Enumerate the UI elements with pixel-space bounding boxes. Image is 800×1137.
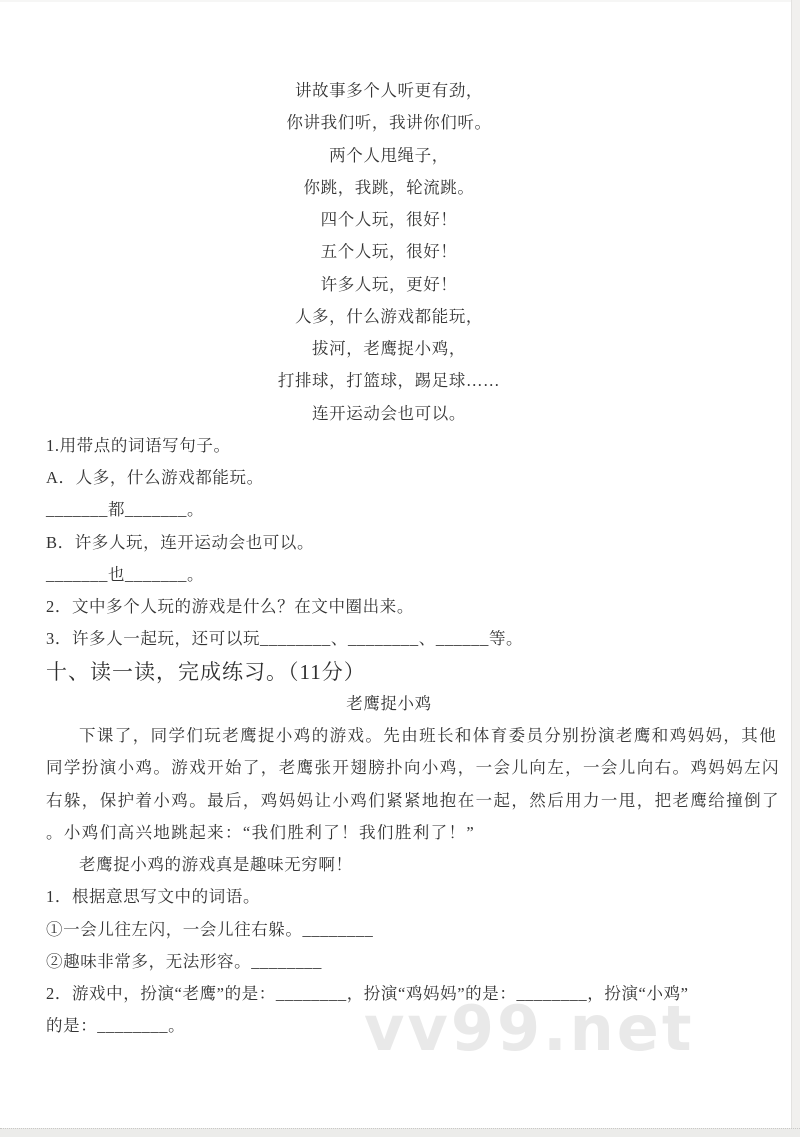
poem-line: 讲故事多个人听更有劲， <box>294 81 484 100</box>
question-line: 2．文中多个人玩的游戏是什么？在文中圈出来。 <box>46 597 414 616</box>
question-line: 的是：________。 <box>46 1016 186 1036</box>
poem-section <box>46 75 732 430</box>
question-line: B．许多人玩，连开运动会也可以。 <box>46 532 315 552</box>
question-line: ①一会儿往左闪，一会儿往右躲。________ <box>46 919 374 939</box>
passage-title: 老鹰捉小鸡 <box>346 693 432 713</box>
page-edge-bottom <box>0 1128 800 1137</box>
poem-line: 许多人玩，更好！ <box>320 274 458 294</box>
passage-body <box>46 720 780 849</box>
passage-ending: 老鹰捉小鸡的游戏真是趣味无穷啊！ <box>79 855 353 874</box>
passage-line: 右躲，保护着小鸡。最后，鸡妈妈让小鸡们紧紧地抱在一起，然后用力一甩，把老鹰给撞倒了 <box>46 790 780 810</box>
question-line: A．人多，什么游戏都能玩。 <box>46 468 264 487</box>
page-edge-top <box>0 0 800 2</box>
page-edge-right <box>791 0 800 1137</box>
poem-line: 你跳，我跳，轮流跳。 <box>303 177 475 197</box>
passage-title-wrap <box>46 688 732 720</box>
question-line: _______都_______。 <box>46 500 205 520</box>
poem-line: 人多，什么游戏都能玩， <box>294 306 484 326</box>
poem-line: 五个人玩，很好！ <box>320 242 458 262</box>
poem-line: 连开运动会也可以。 <box>312 403 466 423</box>
passage-line: 同学扮演小鸡。游戏开始了，老鹰张开翅膀扑向小鸡，一会儿向左，一会儿向右。鸡妈妈左闪 <box>46 758 780 778</box>
poem-line: 拔河，老鹰捉小鸡， <box>312 339 466 358</box>
poem-line: 你讲我们听，我讲你们听。 <box>286 113 492 133</box>
question-line: 1．根据意思写文中的词语。 <box>46 887 261 907</box>
question-line: 2．游戏中，扮演“老鹰”的是：________，扮演“鸡妈妈”的是：________，扮演“小鸡” <box>46 984 689 1003</box>
passage-line: 下课了，同学们玩老鹰捉小鸡的游戏。先由班长和体育委员分别扮演老鹰和鸡妈妈，其他 <box>79 726 778 745</box>
poem-line: 两个人甩绳子， <box>329 145 449 165</box>
section-ten-header: 十、读一读，完成练习。（11分） <box>46 659 366 684</box>
poem-line: 四个人玩，很好！ <box>320 210 458 229</box>
passage-line: 。小鸡们高兴地跳起来：“我们胜利了！我们胜利了！” <box>46 822 476 842</box>
poem-line: 打排球，打篮球，踢足球…… <box>277 371 501 391</box>
question-line: ②趣味非常多，无法形容。________ <box>46 951 322 971</box>
question-line: 1.用带点的词语写句子。 <box>46 435 231 455</box>
question-line: 3．许多人一起玩，还可以玩________、________、______等。 <box>46 629 524 649</box>
question-line: _______也_______。 <box>46 564 205 584</box>
question-group-ten <box>46 881 760 1042</box>
question-group-nine <box>46 430 760 656</box>
watermark: vv99.net <box>364 992 695 1065</box>
